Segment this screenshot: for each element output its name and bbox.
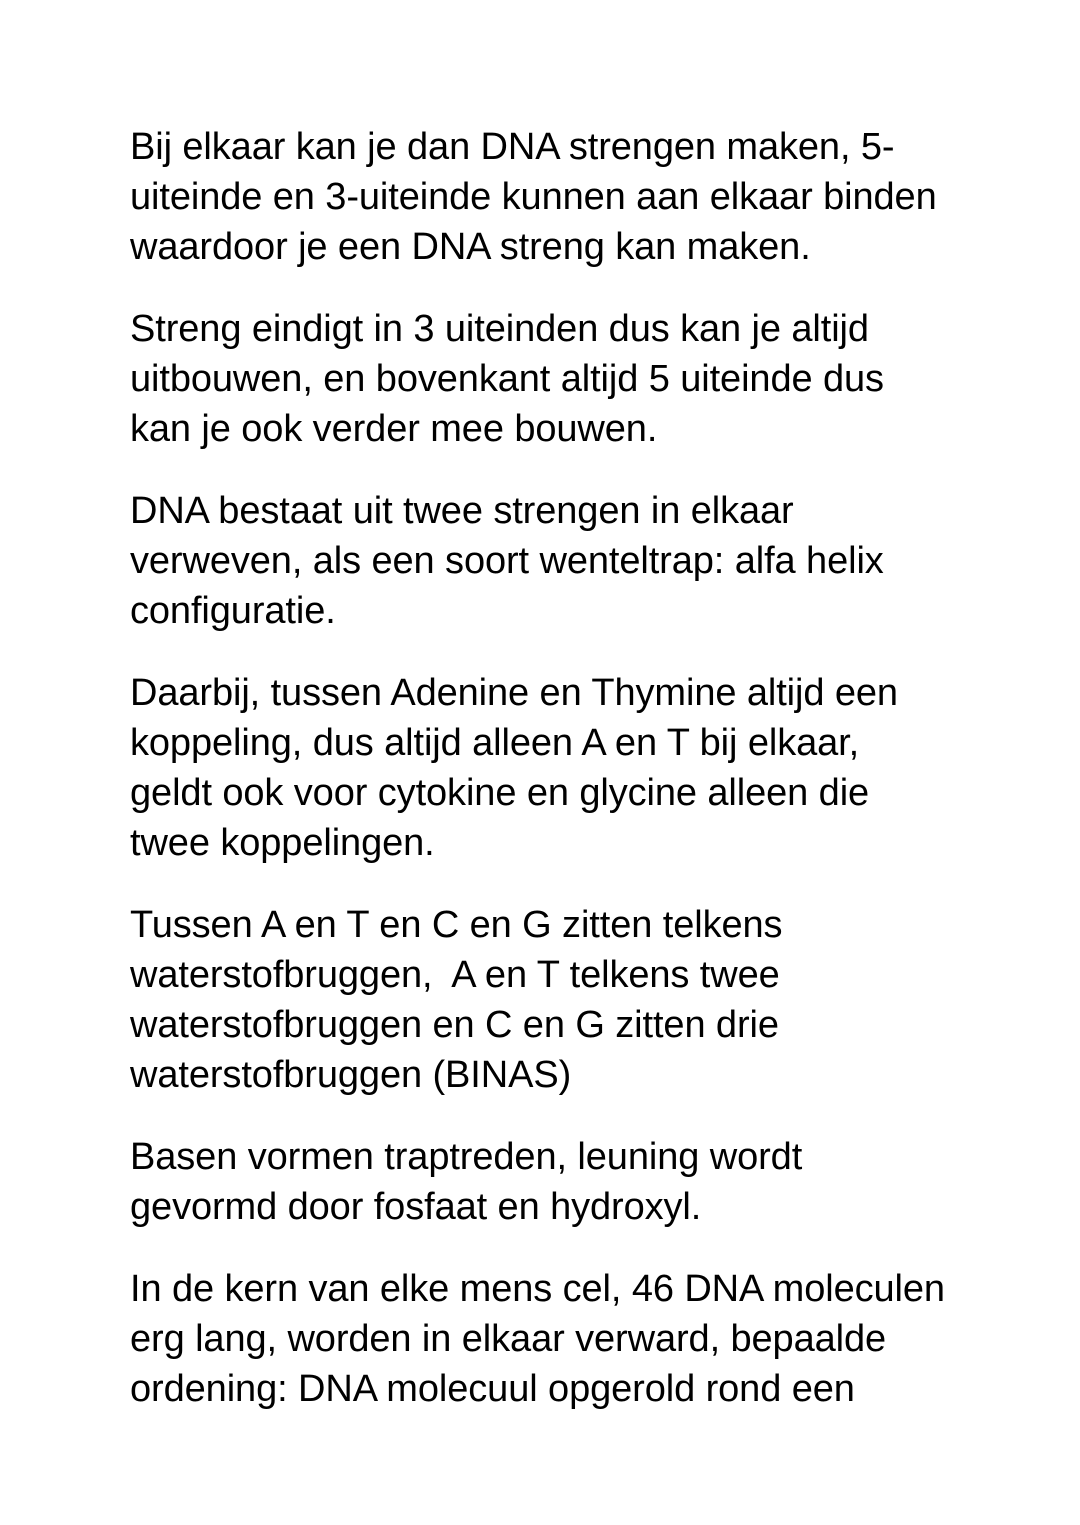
paragraph-waterstofbruggen: Tussen A en T en C en G zitten telkens waterstofbruggen, A en T telkens twee waterstofbruggen en C en G zitten drie waterstofbruggen (BINAS) — [130, 904, 793, 1096]
paragraph-traptreden-leuning: Basen vormen traptreden, leuning wordt gevormd door fosfaat en hydroxyl. — [130, 1136, 813, 1228]
paragraph-alfa-helix: DNA bestaat uit twee strengen in elkaar verweven, als een soort wenteltrap: alfa helix configuratie. — [130, 490, 895, 632]
paragraph-streng-uiteinden: Streng eindigt in 3 uiteinden dus kan je altijd uitbouwen, en bovenkant altijd 5 uiteinde dus kan je ook verder mee bouwen. — [130, 308, 895, 450]
paragraph-basenparing: Daarbij, tussen Adenine en Thymine altijd een koppeling, dus altijd alleen A en T bij elkaar, geldt ook voor cytokine en glycine alleen die twee koppelingen. — [130, 672, 909, 864]
paragraph-kern-46-moleculen: In de kern van elke mens cel, 46 DNA moleculen erg lang, worden in elkaar verward, bepaalde ordening: DNA molecuul opgerold rond een — [130, 1268, 956, 1410]
document-text-body — [130, 122, 956, 1414]
paragraph-dna-strengen-maken: Bij elkaar kan je dan DNA strengen maken, 5-uiteinde en 3-uiteinde kunnen aan elkaar binden waardoor je een DNA streng kan maken. — [130, 126, 948, 268]
